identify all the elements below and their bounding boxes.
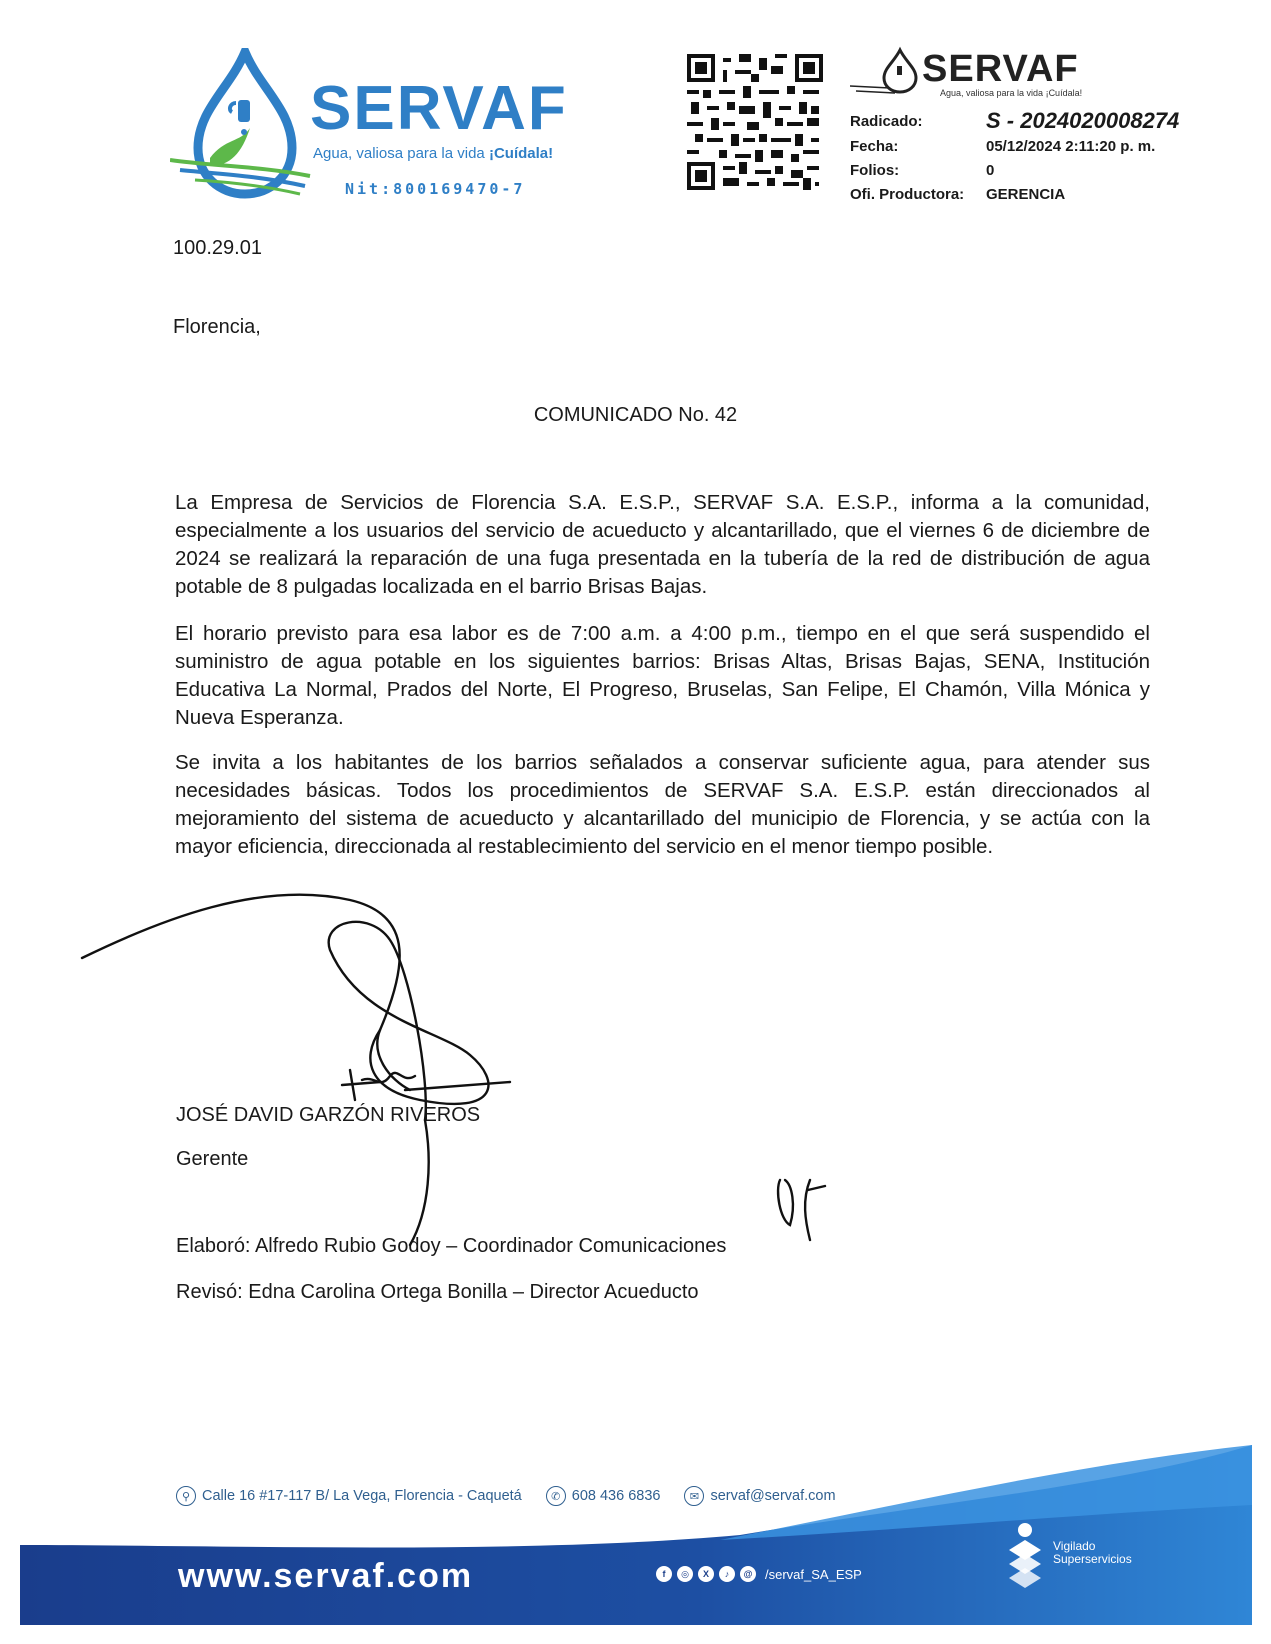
stamp-label: Radicado: — [850, 112, 923, 130]
document-reference: 100.29.01 — [173, 237, 262, 259]
qr-code-icon — [687, 53, 823, 191]
stamp-row-radicado — [850, 108, 1179, 134]
tiktok-icon[interactable]: ♪ — [719, 1566, 735, 1582]
paragraph-2: El horario previsto para esa labor es de 7:00 a.m. a 4:00 p.m., tiempo en el que será suspendido el suministro de agua potable en los siguientes barrios: Brisas Altas, Brisas Bajas, SENA, Institución Educativa La Normal, Prados del Norte, El Progreso, Bruselas, San Felipe, El Chamón, Villa Mónica y Nueva Esperanza. — [175, 622, 1150, 729]
paragraph-1: La Empresa de Servicios de Florencia S.A. E.S.P., SERVAF S.A. E.S.P., informa a la comunidad, especialmente a los usuarios del servicio de acueducto y alcantarillado, que el viernes 6 de diciembre de 2024 se realizará la reparación de una fuga presentada en la tubería de la red de distribución de agua potable de 8 pulgadas localizada en el barrio Brisas Bajas. — [175, 491, 1150, 598]
logo-slogan: Agua, valiosa para la vida ¡Cuídala! — [313, 145, 554, 162]
filing-stamp — [850, 50, 1210, 210]
stamp-value-fecha: 05/12/2024 2:11:20 p. m. — [986, 137, 1156, 155]
x-icon[interactable]: X — [698, 1566, 714, 1582]
communique-heading: COMUNICADO No. 42 — [533, 404, 738, 426]
logo-brand: SERVAF — [310, 74, 568, 143]
stamp-brand: SERVAF — [922, 48, 1079, 90]
stamp-slogan: Agua, valiosa para la vida ¡Cuídala! — [940, 88, 1083, 98]
social-handle[interactable]: /servaf_SA_ESP — [765, 1566, 862, 1582]
vigilado-superservicios — [1003, 1520, 1203, 1590]
stamp-value-radicado: S - 2024020008274 — [986, 108, 1180, 133]
stamp-row-fecha — [850, 134, 1179, 158]
footer-address: Calle 16 #17-117 B/ La Vega, Florencia - Caquetá — [202, 1488, 522, 1504]
signer-name: JOSÉ DAVID GARZÓN RIVEROS — [176, 1104, 481, 1126]
stamp-value-folios: 0 — [986, 161, 995, 179]
website-link[interactable]: www.servaf.com — [178, 1557, 474, 1595]
footer-email[interactable]: servaf@servaf.com — [710, 1488, 836, 1504]
location-pin-icon: ⚲ — [176, 1486, 196, 1506]
threads-icon[interactable]: @ — [740, 1566, 756, 1582]
signer-role: Gerente — [176, 1148, 249, 1170]
facebook-icon[interactable]: f — [656, 1566, 672, 1582]
reviewed-by: Revisó: Edna Carolina Ortega Bonilla – Director Acueducto — [176, 1281, 699, 1303]
stamp-table — [850, 108, 1179, 206]
servaf-logo — [170, 48, 568, 208]
paragraph-3: Se invita a los habitantes de los barrios señalados a conservar suficiente agua, para atender sus necesidades básicas. Todos los procedimientos de SERVAF S.A. E.S.P. están direccionados al mejoramiento del sistema de acueducto y alcantarillado del municipio de Florencia, y se actúa con la mayor eficiencia, direccionada al restablecimiento del servicio en el menor tiempo posible. — [175, 751, 1150, 858]
stamp-label: Fecha: — [850, 137, 899, 155]
stamp-drop-icon — [850, 46, 920, 96]
handwritten-signature — [80, 880, 880, 1260]
stamp-row-folios — [850, 158, 1179, 182]
stamp-label: Ofi. Productora: — [850, 185, 965, 203]
stamp-label: Folios: — [850, 161, 900, 179]
social-links — [656, 1566, 862, 1582]
water-drop-icon — [170, 48, 320, 208]
logo-nit: Nit:800169470-7 — [345, 180, 526, 198]
superservicios-logo-icon — [1003, 1520, 1047, 1590]
city-line: Florencia, — [173, 316, 261, 338]
footer-phone: 608 436 6836 — [571, 1488, 661, 1504]
instagram-icon[interactable]: ◎ — [677, 1566, 693, 1582]
prepared-by: Elaboró: Alfredo Rubio Godoy – Coordinador Comunicaciones — [176, 1235, 727, 1257]
stamp-row-oficina — [850, 182, 1179, 206]
email-icon: ✉ — [684, 1486, 704, 1506]
stamp-value-oficina: GERENCIA — [986, 185, 1066, 203]
vigilado-text: Vigilado Superservicios — [1053, 1539, 1132, 1566]
phone-icon: ✆ — [546, 1486, 566, 1506]
